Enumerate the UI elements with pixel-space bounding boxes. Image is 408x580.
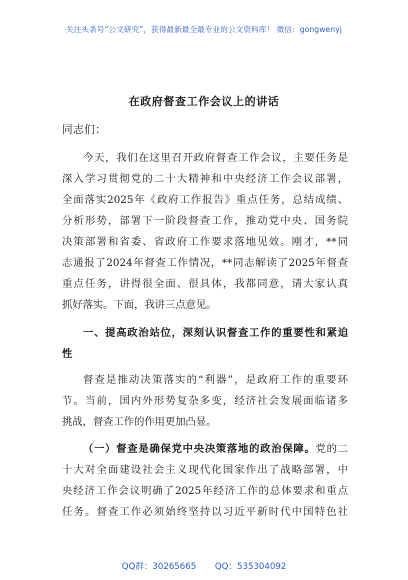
header-note: 关注头条号“公文研究”，获得最新最全最专业的公文资料库！ 微信：gongwenyj	[66, 25, 342, 34]
subsection-first-line	[83, 443, 348, 455]
paragraph-line: 全面落实2025年《政府工作报告》重点任务，总结成绩、	[62, 194, 348, 206]
paragraph-line: 分析形势，部署下一阶段督查工作，推动党中央、国务院	[62, 215, 348, 227]
paragraph-line: 督查是推动决策落实的“利器”，是政府工作的重要环	[83, 374, 348, 386]
salutation: 同志们：	[62, 124, 107, 136]
subsection-heading: （一）督查是确保党中央决策落地的政治保障。	[83, 443, 316, 455]
paragraph-line: 任务。督查工作必须始终坚持以习近平新时代中国特色社	[62, 506, 348, 518]
footer-qq-group: QQ群：30265665	[121, 562, 197, 572]
footer	[0, 560, 408, 572]
paragraph-line: 重点任务，讲得很全面、很具体，我都同意，请大家认真	[62, 278, 348, 290]
paragraph-line: 今天，我们在这里召开政府督查工作会议，主要任务是	[83, 152, 348, 164]
document-title: 在政府督查工作会议上的讲话	[128, 95, 280, 108]
paragraph-line: 志通报了2024年督查工作情况，**同志解读了2025年督查	[62, 257, 348, 269]
footer-qq: QQ：535304092	[214, 562, 287, 572]
paragraph-line: 十大对全面建设社会主义现代化国家作出了战略部署，中	[62, 464, 348, 476]
paragraph-line: 深入学习贯彻党的二十大精神和中央经济工作会议部署，	[62, 173, 348, 185]
paragraph-line: 节。当前，国内外形势复杂多变，经济社会发展面临诸多	[62, 395, 348, 407]
paragraph-line: 抓好落实。下面，我讲三点意见。	[62, 299, 217, 311]
paragraph-line: 挑战，督查工作的作用更加凸显。	[62, 416, 217, 428]
paragraph-line: 决策部署和省委、省政府工作要求落地见效。刚才，**同	[62, 236, 348, 248]
paragraph-line: 央经济工作会议明确了2025年经济工作的总体要求和重点	[62, 485, 348, 497]
section-heading: 一、提高政治站位，深刻认识督查工作的重要性和紧迫	[83, 327, 348, 339]
section-heading: 性	[62, 348, 73, 360]
subsection-text: 党的二	[315, 443, 349, 455]
